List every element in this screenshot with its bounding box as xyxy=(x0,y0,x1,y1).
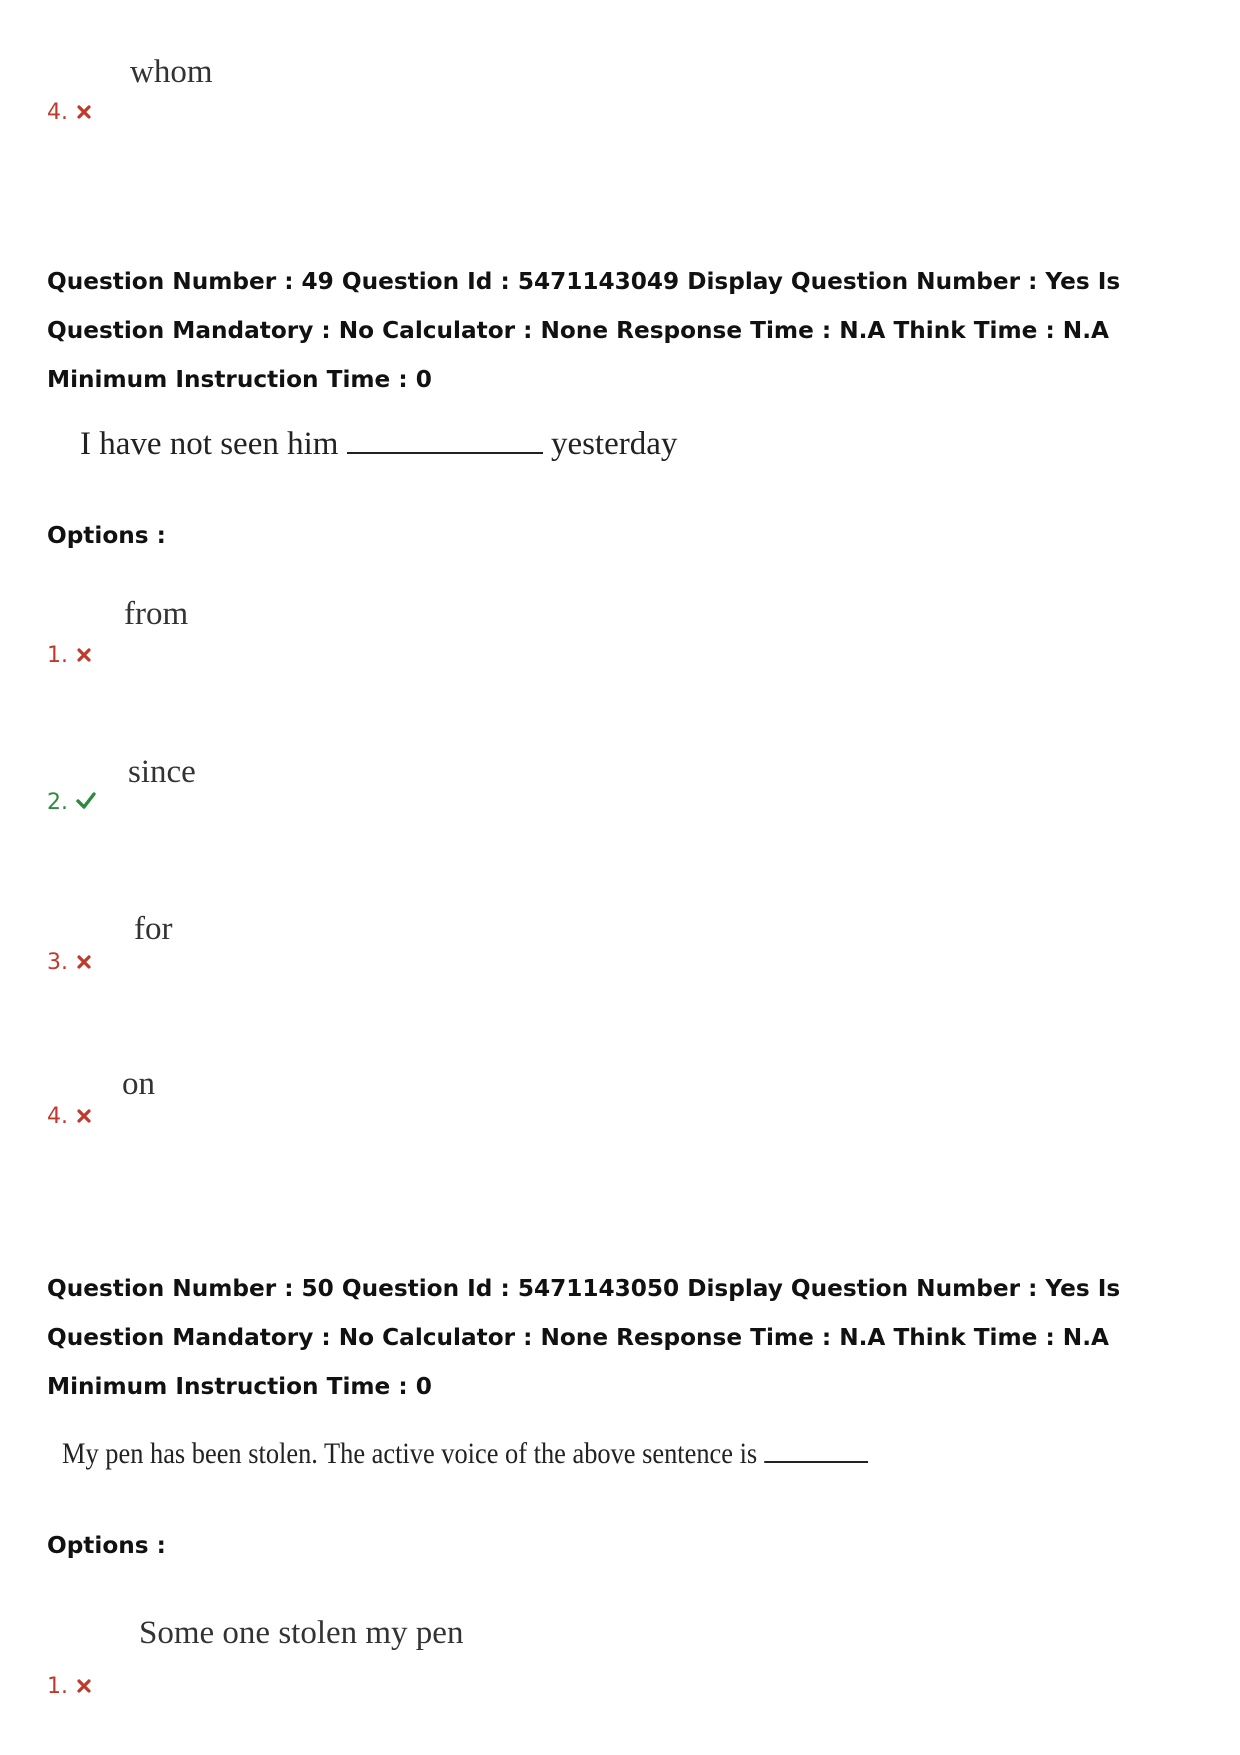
option-text: Some one stolen my pen xyxy=(139,1615,464,1651)
stem-text-before: My pen has been stolen. The active voice of the above sentence is xyxy=(62,1437,758,1470)
option-number-label: 3. xyxy=(47,950,68,975)
cross-icon xyxy=(76,954,92,970)
option-number xyxy=(47,1104,92,1129)
option-number xyxy=(47,790,96,815)
option-number xyxy=(47,100,92,125)
cross-icon xyxy=(76,1678,92,1694)
answer-blank xyxy=(764,1433,868,1463)
check-icon xyxy=(76,792,96,810)
option-number-label: 4. xyxy=(47,100,68,125)
cross-icon xyxy=(76,104,92,120)
question-stem xyxy=(80,424,677,463)
answer-blank xyxy=(347,424,543,454)
question-stem xyxy=(62,1433,868,1471)
option-text: since xyxy=(128,754,196,790)
stem-text-after: yesterday xyxy=(550,426,678,462)
option-number-label: 4. xyxy=(47,1104,68,1129)
option-text: on xyxy=(122,1066,155,1102)
option-text: from xyxy=(124,596,189,632)
option-number xyxy=(47,1674,92,1699)
question-meta: Question Number : 49 Question Id : 5471143049 Display Question Number : Yes Is Question Mandatory : No Calculator : None Response Time : N.A Think Time : N.A Minimum Instruction Time : 0 xyxy=(47,268,1121,393)
option-number xyxy=(47,643,92,668)
option-number-label: 2. xyxy=(47,790,68,815)
cross-icon xyxy=(76,1108,92,1124)
option-text: for xyxy=(134,911,173,947)
question-meta: Question Number : 50 Question Id : 5471143050 Display Question Number : Yes Is Question Mandatory : No Calculator : None Response Time : N.A Think Time : N.A Minimum Instruction Time : 0 xyxy=(47,1275,1121,1400)
option-number xyxy=(47,950,92,975)
option-number-label: 1. xyxy=(47,1674,68,1699)
stem-text-before: I have not seen him xyxy=(80,426,339,462)
option-number-label: 1. xyxy=(47,643,68,668)
option-text: whom xyxy=(130,54,213,90)
options-label: Options : xyxy=(47,1532,166,1559)
cross-icon xyxy=(76,647,92,663)
options-label: Options : xyxy=(47,522,166,549)
